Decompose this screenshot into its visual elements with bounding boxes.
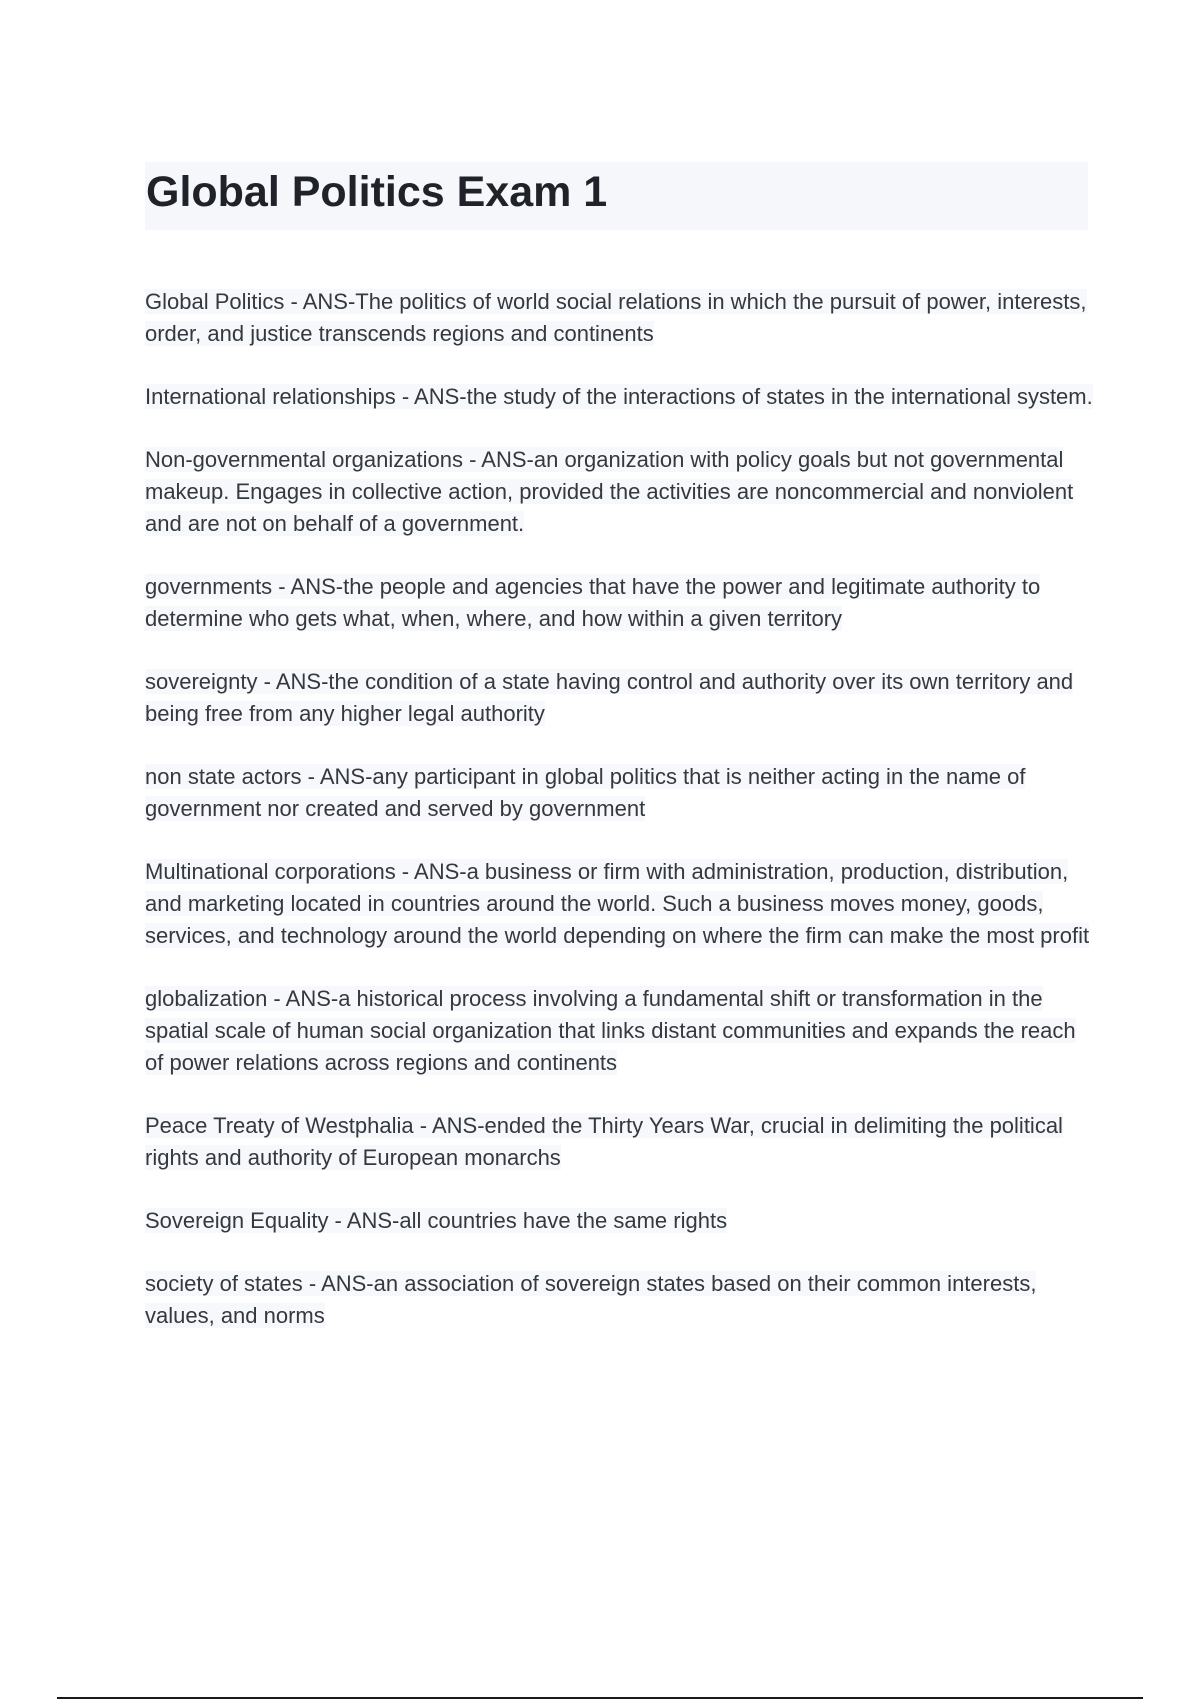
definition-text: Non-governmental organizations - ANS-an organization with policy goals but not governmental makeup. Engages in collective action, provided the activities are noncommercial and nonviolent and are not on behalf of a government. [145,447,1074,536]
definition-entry-multinational-corporations [145,856,1095,952]
definition-text: Global Politics - ANS-The politics of world social relations in which the pursuit of power, interests, order, and justice transcends regions and continents [145,289,1087,346]
page-bottom-rule [57,1697,1143,1699]
definition-entry-globalization [145,983,1095,1079]
definition-entry-society-of-states [145,1268,1095,1332]
definition-text: non state actors - ANS-any participant in global politics that is neither acting in the name of government nor created and served by government [145,764,1026,821]
definition-entry-westphalia [145,1110,1095,1174]
definition-entry-international-relationships [145,381,1095,413]
definition-entry-sovereign-equality [145,1205,1095,1237]
page-title: Global Politics Exam 1 [146,168,608,216]
definition-entry-ngos [145,444,1095,540]
definition-list [145,286,1095,1363]
definition-text: governments - ANS-the people and agencies that have the power and legitimate authority to determine who gets what, when, where, and how within a given territory [145,574,1041,631]
definition-text: Sovereign Equality - ANS-all countries have the same rights [145,1208,728,1233]
definition-text: International relationships - ANS-the study of the interactions of states in the international system. [145,384,1093,409]
definition-entry-global-politics [145,286,1095,350]
definition-entry-non-state-actors [145,761,1095,825]
definition-text: sovereignty - ANS-the condition of a state having control and authority over its own territory and being free from any higher legal authority [145,669,1074,726]
title-block [145,162,1088,230]
definition-entry-governments [145,571,1095,635]
definition-entry-sovereignty [145,666,1095,730]
definition-text: Multinational corporations - ANS-a business or firm with administration, production, distribution, and marketing located in countries around the world. Such a business moves money, goods, services, and technology around the world depending on where the firm can make the most profit [145,859,1090,948]
definition-text: globalization - ANS-a historical process involving a fundamental shift or transformation in the spatial scale of human social organization that links distant communities and expands the reach of power relations across regions and continents [145,986,1076,1075]
definition-text: Peace Treaty of Westphalia - ANS-ended the Thirty Years War, crucial in delimiting the political rights and authority of European monarchs [145,1113,1063,1170]
definition-text: society of states - ANS-an association of sovereign states based on their common interests, values, and norms [145,1271,1037,1328]
